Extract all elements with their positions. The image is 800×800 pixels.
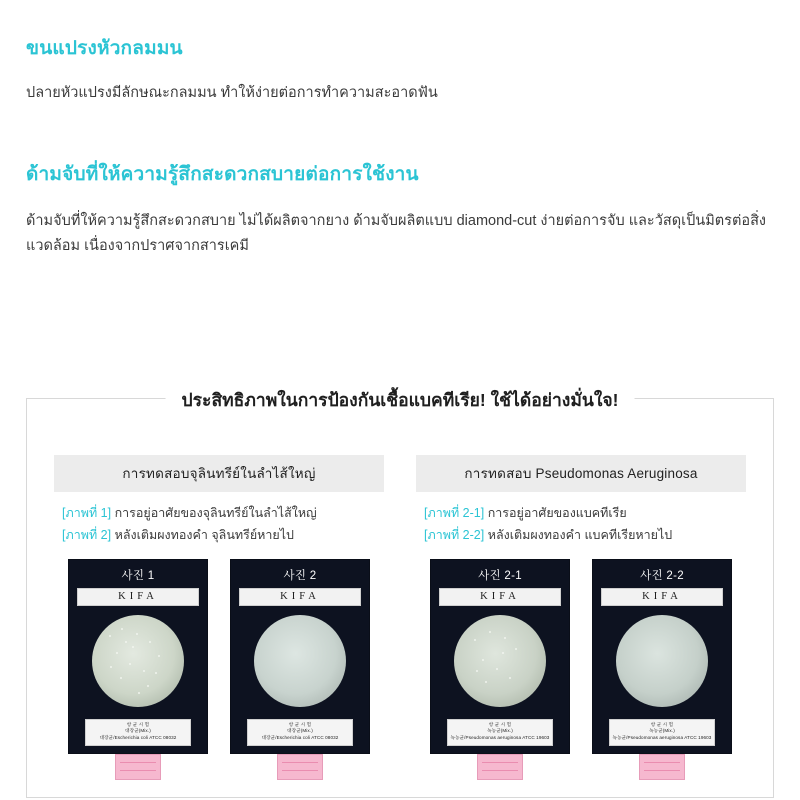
plate-caption xyxy=(609,719,715,746)
caption-line: 대장균/Escherichia coli ATCC 08032 xyxy=(99,735,177,741)
caption-line: 항 균 시 험 xyxy=(288,721,312,727)
petri-dish-image xyxy=(616,615,708,707)
lab-panel-ecoli xyxy=(54,455,384,780)
petri-dish-image xyxy=(254,615,346,707)
lab-panel-heading: ประสิทธิภาพในการป้องกันเชื้อแบคทีเรีย! ใช้ได้อย่างมั่นใจ! xyxy=(166,386,635,414)
caption-line: 항 균 시 험 xyxy=(126,721,150,727)
panel-header: การทดสอบ Pseudomonas Aeruginosa xyxy=(416,455,746,492)
panel-legend xyxy=(54,503,384,547)
lab-panel-pseudomonas xyxy=(416,455,746,780)
caption-line: 녹농균/Pseudomonas aeruginosa ATCC 19603 xyxy=(450,735,550,741)
brand-bar: KIFA xyxy=(239,588,361,606)
plate-title: 사진 2 xyxy=(283,569,317,582)
caption-line: 대장균(Mix.) xyxy=(125,728,151,734)
panel-header: การทดสอบจุลินทรีย์ในลำไส้ใหญ่ xyxy=(54,455,384,492)
legend-tag: [ภาพที่ 1] xyxy=(62,506,112,520)
caption-line: 항 균 시 험 xyxy=(488,721,512,727)
feature-section-rounded-bristles xyxy=(0,0,800,106)
plate-title: 사진 2-2 xyxy=(640,569,684,582)
plate-caption xyxy=(85,719,191,746)
caption-line: 대장균/Escherichia coli ATCC 08032 xyxy=(261,735,339,741)
brand-bar: KIFA xyxy=(439,588,561,606)
plate-item xyxy=(430,559,570,780)
pink-tab xyxy=(115,754,161,780)
feature-section-handle xyxy=(0,106,800,259)
plate-group xyxy=(54,559,384,780)
brand-bar: KIFA xyxy=(601,588,723,606)
plate-title: 사진 1 xyxy=(121,569,155,582)
plate-card xyxy=(68,559,208,754)
lab-panel-columns xyxy=(27,399,773,780)
caption-line: 대장균(Mix.) xyxy=(287,728,313,734)
plate-caption xyxy=(247,719,353,746)
legend-tag: [ภาพที่ 2-2] xyxy=(424,527,485,542)
plate-item xyxy=(592,559,732,780)
legend-text: การอยู่อาศัยของแบคทีเรีย xyxy=(487,506,627,520)
plate-title: 사진 2-1 xyxy=(478,569,522,582)
legend-line xyxy=(424,503,746,525)
legend-line xyxy=(62,503,384,525)
lab-results-panel xyxy=(26,390,774,798)
section-body: ด้ามจับที่ให้ความรู้สึกสะดวกสบาย ไม่ได้ผลิตจากยาง ด้ามจับผลิตแบบ diamond-cut ง่ายต่อการจับ และวัสดุเป็นมิตรต่อสิ่งแวดล้อม เนื่องจากปราศจากสารเคมี xyxy=(26,212,767,254)
legend-tag: [ภาพที่ 2] xyxy=(62,527,112,542)
section-title: ด้ามจับที่ให้ความรู้สึกสะดวกสบายต่อการใช้งาน xyxy=(26,163,419,185)
pink-tab xyxy=(277,754,323,780)
caption-line: 항 균 시 험 xyxy=(650,721,674,727)
caption-line: 녹농균(Mix.) xyxy=(649,728,675,734)
brand-bar: KIFA xyxy=(77,588,199,606)
plate-caption xyxy=(447,719,553,746)
legend-line xyxy=(62,525,384,547)
plate-card xyxy=(592,559,732,754)
petri-dish-image xyxy=(454,615,546,707)
plate-group xyxy=(416,559,746,780)
caption-line: 녹농균(Mix.) xyxy=(487,728,513,734)
pink-tab xyxy=(477,754,523,780)
petri-dish-image xyxy=(92,615,184,707)
section-body: ปลายหัวแปรงมีลักษณะกลมมน ทำให้ง่ายต่อการทำความสะอาดฟัน xyxy=(26,84,438,101)
panel-legend xyxy=(416,503,746,547)
pink-tab xyxy=(639,754,685,780)
plate-item xyxy=(68,559,208,780)
caption-line: 녹농균/Pseudomonas aeruginosa ATCC 19603 xyxy=(612,735,712,741)
legend-tag: [ภาพที่ 2-1] xyxy=(424,506,485,520)
legend-text: การอยู่อาศัยของจุลินทรีย์ในลำไส้ใหญ่ xyxy=(114,506,317,520)
plate-item xyxy=(230,559,370,780)
legend-line xyxy=(424,525,746,547)
plate-card xyxy=(430,559,570,754)
section-title: ขนแปรงหัวกลมมน xyxy=(26,38,183,59)
plate-card xyxy=(230,559,370,754)
legend-text: หลังเติมผงทองคำ จุลินทรีย์หายไป xyxy=(114,527,294,542)
legend-text: หลังเติมผงทองคำ แบคทีเรียหายไป xyxy=(487,527,673,542)
